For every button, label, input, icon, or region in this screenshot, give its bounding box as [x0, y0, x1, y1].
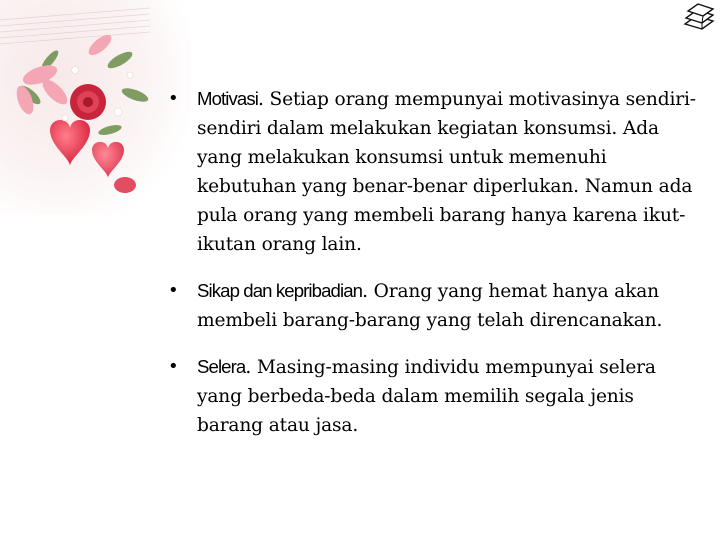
floral-corner-decoration — [0, 0, 190, 215]
bullet-marker: • — [168, 280, 179, 301]
bullet-term: Selera — [197, 356, 246, 377]
list-item — [168, 276, 700, 335]
list-item — [168, 352, 700, 440]
bullet-description: . Orang yang hemat hanya akan membeli barang-barang yang telah direncanakan. — [197, 281, 663, 331]
bullet-marker: • — [168, 356, 179, 377]
bullet-marker: • — [168, 88, 179, 109]
bullet-description: . Setiap orang mempunyai motivasinya sendiri-sendiri dalam melakukan kegiatan konsumsi. Ada yang melakukan konsumsi untuk memenuhi kebutuhan yang benar-benar diperlukan. Namun ada pula orang yang membeli barang hanya karena ikut-ikutan orang lain. — [197, 89, 696, 255]
bullet-term: Motivasi — [197, 88, 258, 109]
bullet-list — [168, 84, 700, 457]
list-item — [168, 84, 700, 259]
bullet-term: Sikap dan kepribadian — [197, 280, 363, 301]
bullet-description: . Masing-masing individu mempunyai selera yang berbeda-beda dalam memilih segala jenis barang atau jasa. — [197, 357, 656, 436]
book-stack-icon — [682, 2, 716, 30]
